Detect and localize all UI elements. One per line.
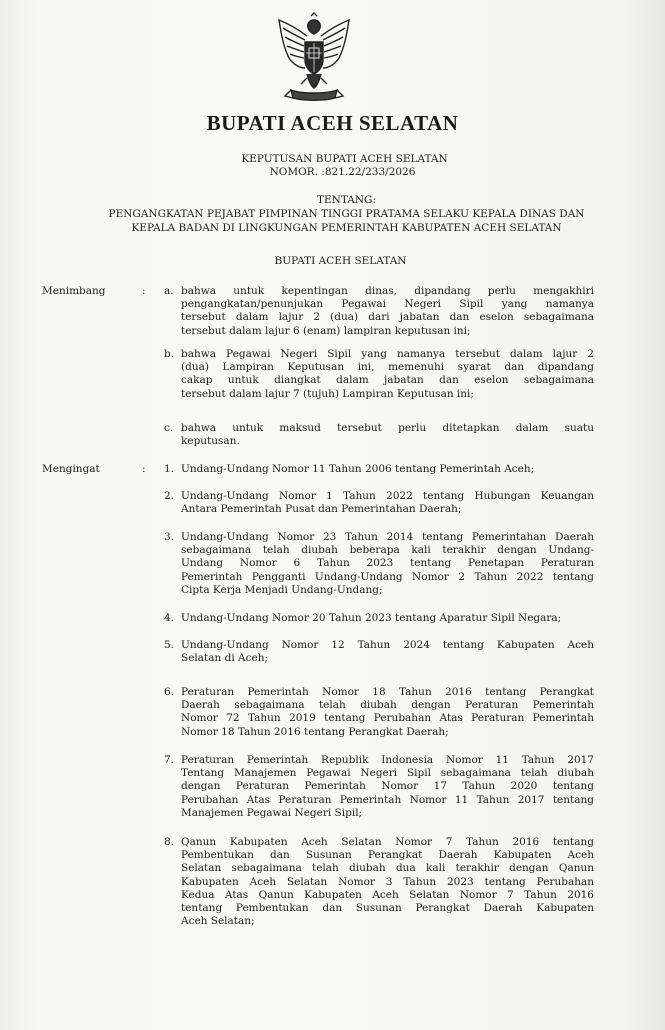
list-item — [164, 348, 594, 401]
item-line: tersebut dalam lajur 6 (enam) lampiran keputusan ini; — [181, 324, 471, 337]
item-line: Undang-Undang Nomor 1 Tahun 2022 tentang Hubungan Keuangan — [181, 490, 594, 502]
item-line: tersebut dalam lajur 2 (dua) dari jabatan dan eselon sebagaimana — [181, 311, 594, 324]
item-marker: 6. — [164, 686, 175, 698]
item-line: Qanun Kabupaten Aceh Selatan Nomor 7 Tahun 2016 tentang — [181, 836, 594, 848]
item-marker: b. — [164, 348, 175, 360]
item-line: sebagaimana telah diubah beberapa kali terakhir dengan Undang- — [181, 544, 594, 557]
item-line: Antara Pemerintah Pusat dan Pemerintahan Daerah; — [181, 503, 462, 516]
garuda-emblem-icon — [271, 12, 357, 104]
list-item — [164, 612, 594, 625]
item-line: Undang-Undang Nomor 23 Tahun 2014 tentang Pemerintahan Daerah — [181, 531, 594, 543]
item-line: Kabupaten Aceh Selatan Nomor 3 Tahun 2023 tentang Perubahan — [181, 875, 594, 888]
list-item — [164, 686, 594, 739]
item-marker: 1. — [164, 463, 175, 475]
item-line: Selatan di Aceh; — [181, 652, 268, 665]
issuer-heading: BUPATI ACEH SELATAN — [274, 255, 407, 267]
doc-type: KEPUTUSAN BUPATI ACEH SELATAN — [241, 153, 448, 165]
list-item — [164, 531, 594, 597]
list-item — [164, 754, 594, 820]
item-line: Pemerintah Pengganti Undang-Undang Nomor 2 Tahun 2022 tentang — [181, 570, 594, 583]
item-marker: 7. — [164, 754, 175, 766]
item-line: Peraturan Pemerintah Nomor 18 Tahun 2016 tentang Perangkat — [181, 686, 594, 698]
item-line: tentang Pembentukan dan Susunan Perangkat Daerah Kabupaten — [181, 902, 594, 915]
item-marker: a. — [164, 285, 174, 297]
item-line: Perubahan Atas Peraturan Pemerintah Nomor 11 Tahun 2017 tentang — [181, 793, 594, 806]
item-line: bahwa Pegawai Negeri Sipil yang namanya tersebut dalam lajur 2 — [181, 348, 594, 360]
item-line: Cipta Kerja Menjadi Undang-Undang; — [181, 583, 383, 596]
page-title: BUPATI ACEH SELATAN — [206, 111, 459, 135]
list-item — [164, 463, 594, 476]
list-item — [164, 490, 594, 516]
item-line: dengan Peraturan Pemerintah Nomor 17 Tahun 2020 tentang — [181, 780, 594, 793]
item-marker: 2. — [164, 490, 175, 502]
item-line: Aceh Selatan; — [181, 915, 255, 928]
item-line: Undang-Undang Nomor 11 Tahun 2006 tentang Pemerintah Aceh; — [181, 463, 535, 475]
item-line: Daerah sebagaimana telah diubah dengan Peraturan Pemerintah — [181, 699, 594, 712]
item-line: Kedua Atas Qanun Kabupaten Aceh Selatan Nomor 7 Tahun 2016 — [181, 888, 594, 901]
list-item — [164, 285, 594, 338]
item-marker: 3. — [164, 531, 175, 543]
item-line: Tentang Manajemen Pegawai Negeri Sipil sebagaimana telah diubah — [181, 767, 594, 780]
item-marker: 4. — [164, 612, 175, 624]
list-item — [164, 422, 594, 448]
item-line: Pembentukan dan Susunan Perangkat Daerah Kabupaten Aceh — [181, 849, 594, 862]
item-line: Undang-Undang Nomor 20 Tahun 2023 tentang Aparatur Sipil Negara; — [181, 612, 562, 624]
item-line: tersebut dalam lajur 7 (tujuh) Lampiran Keputusan ini; — [181, 387, 474, 400]
list-item — [164, 639, 594, 665]
item-line: Peraturan Pemerintah Republik Indonesia Nomor 11 Tahun 2017 — [181, 754, 594, 766]
item-line: bahwa untuk kepentingan dinas, dipandang perlu mengakhiri — [181, 285, 594, 297]
item-marker: 5. — [164, 639, 175, 651]
item-line: Undang-Undang Nomor 12 Tahun 2024 tentang Kabupaten Aceh — [181, 639, 594, 651]
mengingat-colon: : — [142, 463, 146, 475]
item-line: Undang Nomor 6 Tahun 2023 tentang Penetapan Peraturan — [181, 557, 594, 570]
item-line: bahwa untuk maksud tersebut perlu ditetapkan dalam suatu — [181, 422, 594, 434]
doc-number: NOMOR. :821.22/233/2026 — [269, 166, 416, 178]
list-item — [164, 836, 594, 928]
item-line: cakap untuk diangkat dalam jabatan dan eselon sebagaimana — [181, 374, 594, 387]
item-marker: c. — [164, 422, 174, 434]
subject-line: KEPALA BADAN DI LINGKUNGAN PEMERINTAH KABUPATEN ACEH SELATAN — [131, 222, 562, 234]
item-line: Manajemen Pegawai Negeri Sipil; — [181, 806, 363, 819]
item-line: (dua) Lampiran Keputusan ini, memenuhi syarat dan dipandang — [181, 361, 594, 374]
menimbang-label: Menimbang — [42, 285, 106, 297]
item-marker: 8. — [164, 836, 175, 848]
tentang-heading: TENTANG: — [317, 194, 376, 206]
subject-line: PENGANGKATAN PEJABAT PIMPINAN TINGGI PRATAMA SELAKU KEPALA DINAS DAN — [108, 208, 585, 220]
subject-heading — [14, 207, 665, 235]
item-line: pengangkatan/penunjukan Pegawai Negeri Sipil yang namanya — [181, 298, 594, 311]
mengingat-label: Mengingat — [42, 463, 100, 475]
item-line: Nomor 18 Tahun 2016 tentang Perangkat Daerah; — [181, 725, 449, 738]
item-line: Nomor 72 Tahun 2019 tentang Perubahan Atas Peraturan Pemerintah — [181, 712, 594, 725]
item-line: keputusan. — [181, 435, 240, 448]
menimbang-colon: : — [142, 285, 146, 297]
item-line: Selatan sebagaimana telah diubah dua kali terakhir dengan Qanun — [181, 862, 594, 875]
